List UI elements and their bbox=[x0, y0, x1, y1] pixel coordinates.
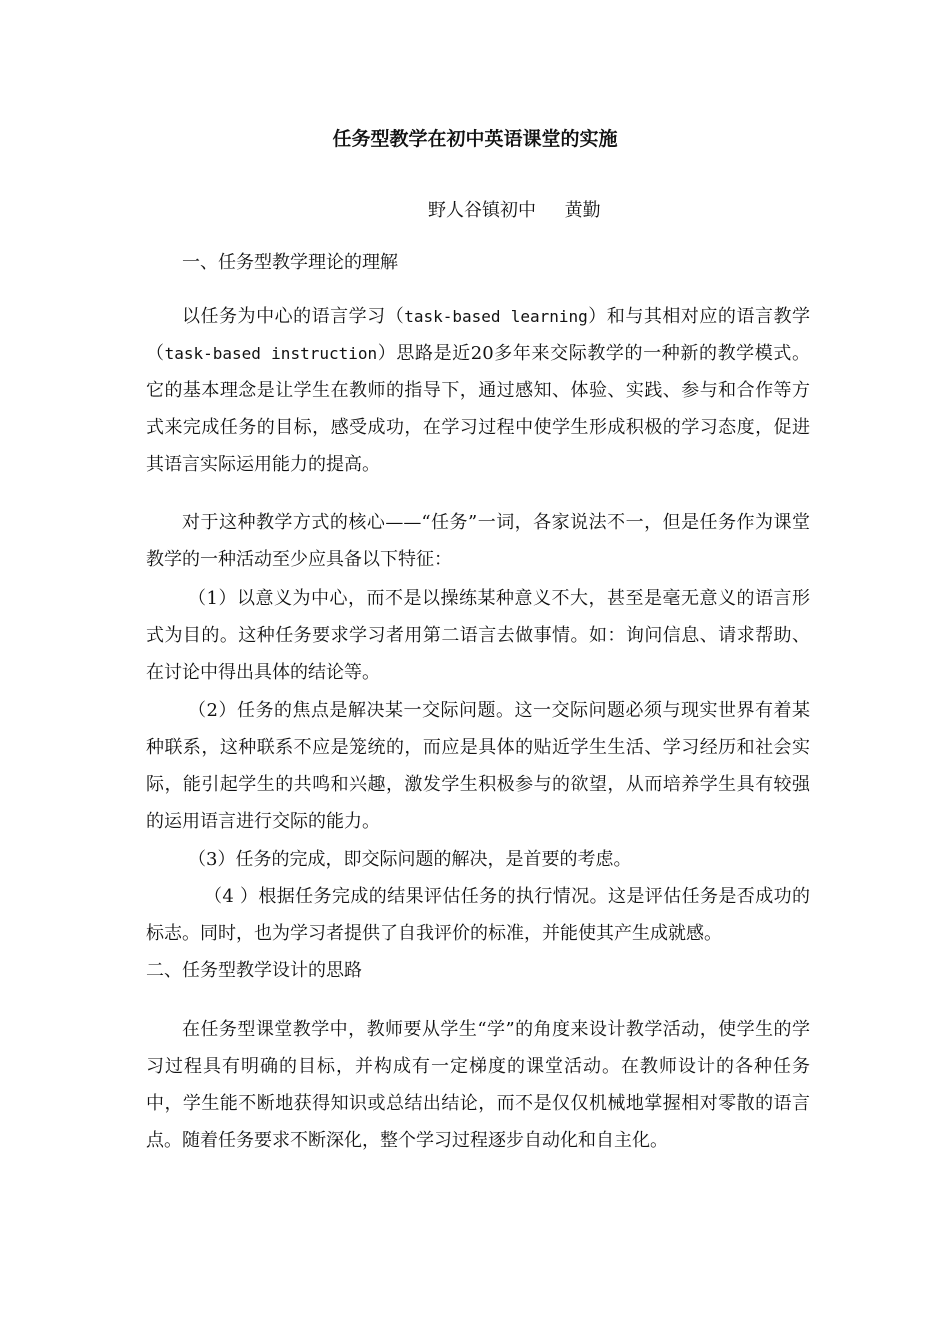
list-item-4: （4 ）根据任务完成的结果评估任务的执行情况。这是评估任务是否成功的标志。同时，也为学习者提供了自我评价的标准，并能使其产生成就感。 bbox=[146, 886, 810, 944]
author-byline: 野人谷镇初中 黄勤 bbox=[428, 200, 601, 221]
section-heading-2: 二、任务型教学设计的思路 bbox=[146, 960, 362, 981]
list-item-1: （1）以意义为中心，而不是以操练某种意义不大，甚至是毫无意义的语言形式为目的。这种任务要求学习者用第二语言去做事情。如：询问信息、请求帮助、在讨论中得出具体的结论等。 bbox=[146, 588, 810, 683]
paragraph-1-text-a: 以任务为中心的语言学习（ bbox=[182, 306, 405, 327]
section-heading-1: 一、任务型教学理论的理解 bbox=[182, 252, 398, 273]
paragraph-1 bbox=[146, 298, 810, 483]
document-title: 任务型教学在初中英语课堂的实施 bbox=[332, 128, 618, 150]
list-item-3: （3）任务的完成，即交际问题的解决，是首要的考虑。 bbox=[188, 849, 632, 870]
paragraph-1-term-instruction: task-based instruction bbox=[164, 344, 378, 363]
paragraph-1-text-c: ）思路是近20多年来交际教学的一种新的教学模式。它的基本理念是让学生在教师的指导下，通过感知、体验、实践、参与和合作等方式来完成任务的目标，感受成功，在学习过程中使学生形成积极的学习态度，促进其语言实际运用能力的提高。 bbox=[146, 343, 811, 475]
list-item-2: （2）任务的焦点是解决某一交际问题。这一交际问题必须与现实世界有着某种联系，这种联系不应是笼统的，而应是具体的贴近学生生活、学习经历和社会实际，能引起学生的共鸣和兴趣，激发学生积极参与的欲望，从而培养学生具有较强的运用语言进行交际的能力。 bbox=[146, 700, 810, 832]
paragraph-1-text-b: ）和与其相对应的语言教学（ bbox=[146, 306, 811, 364]
paragraph-3: 在任务型课堂教学中，教师要从学生“学”的角度来设计教学活动，使学生的学习过程具有明确的目标，并构成有一定梯度的课堂活动。在教师设计的各种任务中，学生能不断地获得知识或总结出结论，而不是仅仅机械地掌握相对零散的语言点。随着任务要求不断深化，整个学习过程逐步自动化和自主化。 bbox=[146, 1019, 810, 1151]
paragraph-1-term-learning: task-based learning bbox=[404, 307, 588, 326]
paragraph-2: 对于这种教学方式的核心——“任务”一词，各家说法不一，但是任务作为课堂教学的一种活动至少应具备以下特征： bbox=[146, 512, 810, 570]
